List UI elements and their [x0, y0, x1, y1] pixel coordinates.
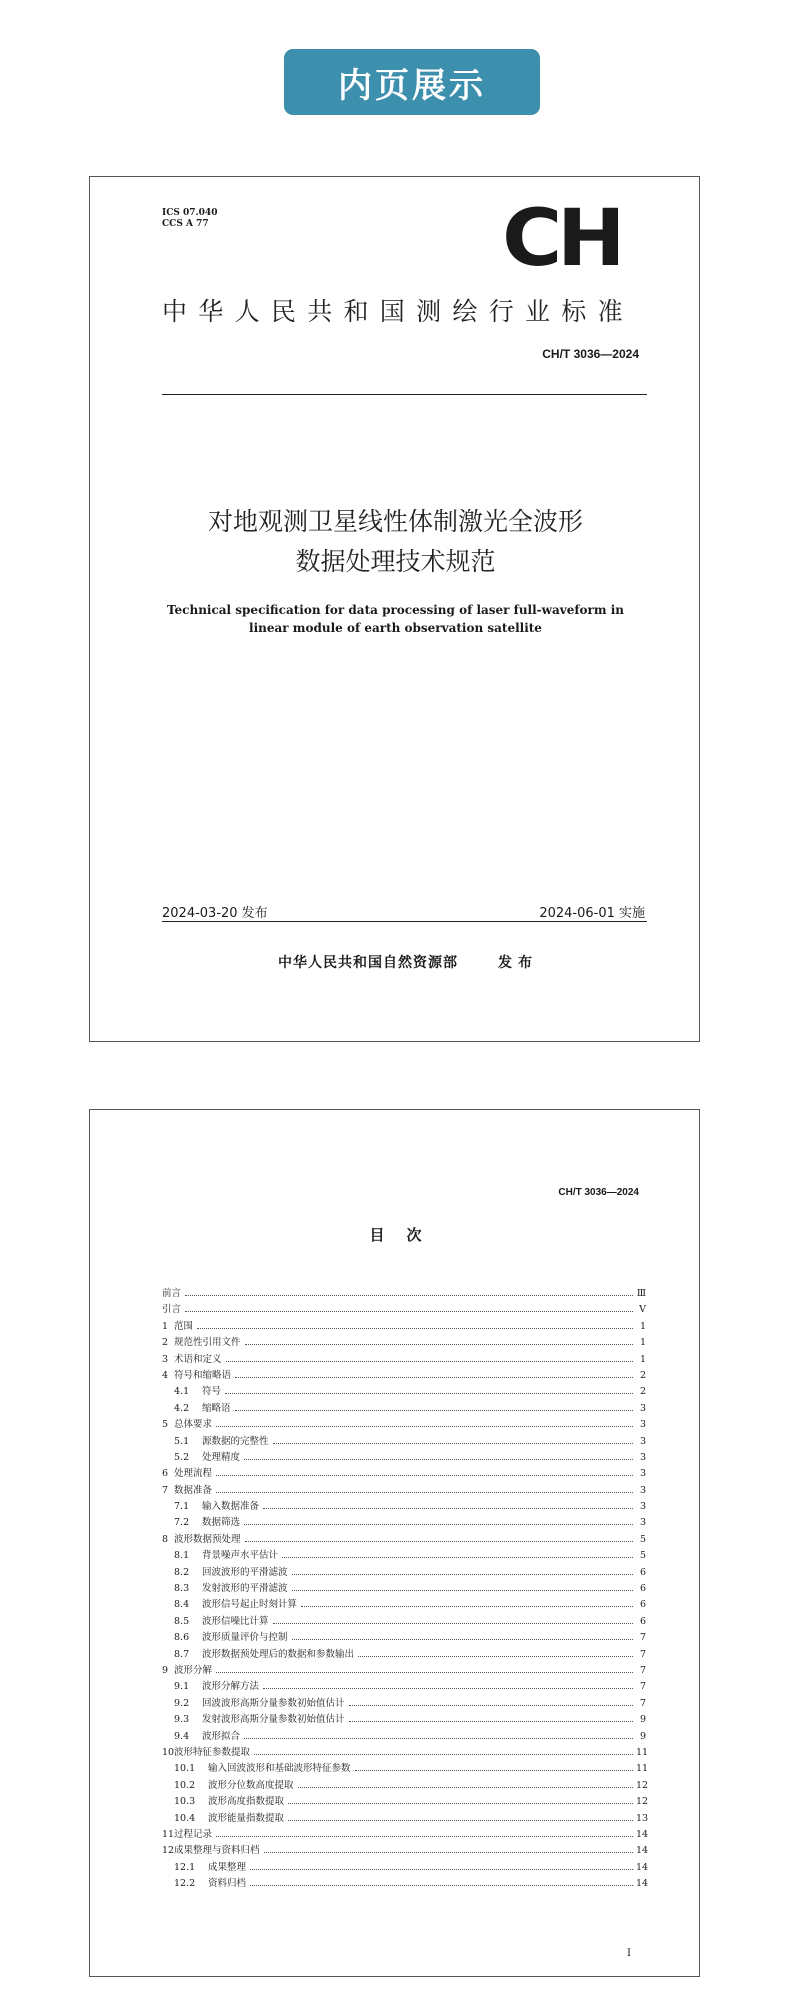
toc-entry-page: 7	[639, 1632, 646, 1644]
toc-leader-dots	[226, 1361, 633, 1362]
toc-entry[interactable]	[162, 1663, 646, 1679]
toc-entry-number: 8.1	[174, 1550, 190, 1562]
issue-word: 发布	[498, 955, 538, 971]
toc-entry-number: 9.2	[174, 1697, 190, 1709]
toc-leader-dots	[273, 1443, 633, 1444]
toc-entry-label: 规范性引用文件	[174, 1337, 241, 1349]
toc-entry-page: 7	[639, 1697, 646, 1709]
toc-leader-dots	[288, 1820, 633, 1821]
issuer: 中华人民共和国自然资源部	[278, 955, 458, 971]
toc-entry-label: 输入回波波形和基础波形特征参数	[208, 1763, 351, 1775]
toc-leader-dots	[235, 1377, 633, 1378]
toc-entry-page: 3	[639, 1501, 646, 1513]
ics-code: ICS 07.040	[162, 208, 218, 218]
toc-entry[interactable]	[162, 1417, 646, 1433]
page-number: I	[627, 1948, 631, 1959]
toc-entry[interactable]	[162, 1761, 649, 1777]
toc-leader-dots	[235, 1410, 633, 1411]
standard-type: 中华人民共和国测绘行业标准	[162, 297, 634, 326]
section-banner: 内页展示	[284, 49, 540, 115]
toc-leader-dots	[225, 1393, 633, 1394]
toc-entry-number: 1	[162, 1320, 169, 1332]
toc-entry-label: 术语和定义	[174, 1353, 222, 1365]
toc-entry-number: 5	[162, 1419, 169, 1431]
toc-entry[interactable]	[162, 1286, 646, 1302]
toc-entry-number: 12.1	[174, 1861, 196, 1873]
toc-entry-number: 6	[162, 1468, 169, 1480]
toc-entry-number: 2	[162, 1337, 169, 1349]
toc-leader-dots	[349, 1721, 633, 1722]
standard-number: CH/T 3036—2024	[542, 347, 639, 361]
toc-entry[interactable]	[162, 1368, 646, 1384]
toc-entry[interactable]	[162, 1647, 646, 1663]
toc-entry-number: 10.3	[174, 1796, 196, 1808]
toc-entry-label: 回波波形高斯分量参数初始值估计	[202, 1697, 345, 1709]
toc-entry-number: 12	[162, 1845, 175, 1857]
toc-entry-label: 发射波形的平滑滤波	[202, 1583, 288, 1595]
toc-entry-label: 成果整理	[208, 1861, 247, 1873]
toc-entry-page: 6	[639, 1615, 646, 1627]
toc-entry-number: 10.4	[174, 1812, 196, 1824]
toc-entry-number: 5.1	[174, 1435, 190, 1447]
toc-leader-dots	[288, 1803, 633, 1804]
toc-entry-label: 输入数据准备	[202, 1501, 260, 1513]
toc-entry-page: 2	[639, 1386, 646, 1398]
toc-leader-dots	[301, 1606, 633, 1607]
toc-leader-dots	[185, 1295, 633, 1296]
toc-leader-dots	[185, 1311, 633, 1312]
toc-leader-dots	[197, 1328, 633, 1329]
toc-leader-dots	[273, 1623, 633, 1624]
toc-leader-dots	[245, 1344, 633, 1345]
toc-entry-label: 范围	[174, 1320, 194, 1332]
title-cn-line2: 数据处理技术规范	[295, 547, 496, 576]
implement-date: 2024-06-01 实施	[539, 906, 645, 921]
toc-entry[interactable]	[162, 1597, 646, 1613]
toc-entry-number: 9.3	[174, 1714, 190, 1726]
toc-entry-label: 总体要求	[174, 1419, 213, 1431]
toc-leader-dots	[216, 1492, 633, 1493]
toc-leader-dots	[244, 1459, 633, 1460]
toc-entry[interactable]	[162, 1483, 646, 1499]
toc-leader-dots	[292, 1574, 633, 1575]
toc-entry-page: 6	[639, 1599, 646, 1611]
toc-entry-page: 14	[636, 1861, 649, 1873]
toc-entry-number: 4.2	[174, 1402, 190, 1414]
toc-entry-label: 成果整理与资料归档	[174, 1845, 260, 1857]
toc-entry-page: 5	[639, 1550, 646, 1562]
toc-entry-label: 波形拟合	[202, 1730, 241, 1742]
toc-entry-label: 波形数据预处理后的数据和参数输出	[202, 1648, 355, 1660]
toc-entry-label: 波形高度指数提取	[208, 1796, 285, 1808]
toc-entry-number: 7	[162, 1484, 169, 1496]
toc-leader-dots	[216, 1836, 633, 1837]
toc-entry-label: 波形特征参数提取	[174, 1746, 251, 1758]
toc-leader-dots	[292, 1590, 633, 1591]
toc-entry[interactable]	[162, 1466, 646, 1482]
toc-entry-number: 8.5	[174, 1615, 190, 1627]
toc-entry-page: 14	[636, 1828, 649, 1840]
toc-leader-dots	[358, 1656, 633, 1657]
toc-entry-number: 11	[162, 1828, 175, 1840]
toc-leader-dots	[245, 1541, 633, 1542]
toc-entry[interactable]	[162, 1745, 649, 1761]
toc-entry[interactable]	[162, 1729, 646, 1745]
toc-entry[interactable]	[162, 1532, 646, 1548]
toc-entry[interactable]	[162, 1679, 646, 1695]
toc-entry-label: 波形质量评价与控制	[202, 1632, 288, 1644]
toc-entry-page: 3	[639, 1484, 646, 1496]
toc-entry-label: 符号和缩略语	[174, 1369, 232, 1381]
toc-entry-page: Ⅲ	[636, 1288, 646, 1299]
classification-codes	[162, 208, 217, 230]
toc-entry[interactable]	[162, 1450, 646, 1466]
toc-entry-page: Ⅴ	[639, 1304, 646, 1316]
toc-entry[interactable]	[162, 1696, 646, 1712]
toc-entry[interactable]	[162, 1335, 646, 1351]
toc-entry-label: 处理流程	[174, 1468, 213, 1480]
toc-entry-label: 波形数据预处理	[174, 1533, 241, 1545]
toc-entry-label: 处理精度	[202, 1451, 241, 1463]
toc-leader-dots	[282, 1557, 633, 1558]
toc-entry[interactable]	[162, 1860, 649, 1876]
toc-leader-dots	[244, 1738, 633, 1739]
toc-entry-label: 波形分解	[174, 1664, 213, 1676]
toc-entry[interactable]	[162, 1712, 646, 1728]
publish-date: 2024-03-20 发布	[162, 906, 268, 921]
toc-entry[interactable]	[162, 1630, 646, 1646]
toc-entry[interactable]	[162, 1843, 649, 1859]
toc-entry-number: 4	[162, 1369, 169, 1381]
toc-entry[interactable]	[162, 1319, 646, 1335]
toc-entry-label: 波形信号起止时刻计算	[202, 1599, 298, 1611]
toc-entry-label: 源数据的完整性	[202, 1435, 269, 1447]
toc-leader-dots	[298, 1787, 633, 1788]
toc-entry-page: 13	[636, 1812, 649, 1824]
ch-logo: CH	[502, 194, 621, 284]
toc-entry[interactable]	[162, 1515, 646, 1531]
toc-entry-page: 9	[639, 1730, 646, 1742]
toc-entry-page: 1	[639, 1320, 646, 1332]
toc-entry-page: 1	[639, 1353, 646, 1365]
title-english	[110, 601, 681, 637]
toc-entry[interactable]	[162, 1565, 646, 1581]
toc-entry[interactable]	[162, 1499, 646, 1515]
toc-leader-dots	[216, 1426, 633, 1427]
toc-leader-dots	[349, 1705, 633, 1706]
toc-entry-label: 波形分解方法	[202, 1681, 260, 1693]
toc-entry[interactable]	[162, 1811, 649, 1827]
toc-entry-page: 1	[639, 1337, 646, 1349]
toc-entry-label: 波形能量指数提取	[208, 1812, 285, 1824]
toc-entry-label: 资料归档	[208, 1878, 247, 1890]
toc-entry-label: 回波波形的平滑滤波	[202, 1566, 288, 1578]
toc-entry-number: 7.1	[174, 1501, 190, 1513]
toc-entry-number: 9	[162, 1664, 169, 1676]
toc-leader-dots	[264, 1852, 633, 1853]
toc-entry-page: 3	[639, 1402, 646, 1414]
toc-entry-number: 8.2	[174, 1566, 190, 1578]
toc-entry-label: 过程记录	[174, 1828, 213, 1840]
toc-entry-number: 5.2	[174, 1451, 190, 1463]
toc-entry-page: 12	[636, 1779, 649, 1791]
toc-entry[interactable]	[162, 1401, 646, 1417]
title-en-line1: Technical specification for data processing of laser full-waveform in	[166, 603, 625, 617]
toc-entry-label: 引言	[162, 1304, 182, 1316]
toc-entry-page: 14	[636, 1845, 649, 1857]
toc-leader-dots	[244, 1524, 633, 1525]
toc-entry-page: 3	[639, 1517, 646, 1529]
title-en-line2: linear module of earth observation satellite	[249, 621, 542, 635]
toc-entry-label: 发射波形高斯分量参数初始值估计	[202, 1714, 345, 1726]
toc-entry[interactable]	[162, 1302, 646, 1318]
toc-entry[interactable]	[162, 1876, 649, 1892]
ccs-code: CCS A 77	[162, 219, 209, 229]
toc-entry-page: 2	[639, 1369, 646, 1381]
title-chinese	[110, 502, 681, 582]
toc-entry[interactable]	[162, 1614, 646, 1630]
toc-entry-number: 8.4	[174, 1599, 190, 1611]
toc-entry-label: 数据准备	[174, 1484, 213, 1496]
toc-entry-page: 3	[639, 1435, 646, 1447]
toc-entry-number: 7.2	[174, 1517, 190, 1529]
toc-entry-page: 7	[639, 1648, 646, 1660]
toc-entry-number: 8.3	[174, 1583, 190, 1595]
toc-entry-label: 符号	[202, 1386, 222, 1398]
toc-entry-page: 11	[636, 1763, 649, 1775]
toc-entry-number: 8	[162, 1533, 169, 1545]
toc-entry-page: 7	[639, 1681, 646, 1693]
toc-entry-number: 3	[162, 1353, 169, 1365]
toc-entry-page: 3	[639, 1468, 646, 1480]
toc-entry[interactable]	[162, 1778, 649, 1794]
toc-entry-number: 10.1	[174, 1763, 196, 1775]
toc-leader-dots	[254, 1754, 633, 1755]
toc-leader-dots	[292, 1639, 633, 1640]
toc-entry-page: 7	[639, 1664, 646, 1676]
toc-page	[89, 1109, 700, 1977]
toc-entry-page: 5	[639, 1533, 646, 1545]
toc-entry[interactable]	[162, 1581, 646, 1597]
toc-entry-page: 11	[636, 1746, 649, 1758]
toc-leader-dots	[355, 1770, 633, 1771]
toc-entry-label: 前言	[162, 1288, 182, 1299]
toc-leader-dots	[250, 1885, 633, 1886]
toc-leader-dots	[250, 1869, 633, 1870]
toc-entry-page: 3	[639, 1419, 646, 1431]
toc-entry[interactable]	[162, 1827, 649, 1843]
toc-leader-dots	[216, 1475, 633, 1476]
toc-entry-page: 9	[639, 1714, 646, 1726]
bottom-divider	[162, 921, 647, 922]
toc-entry[interactable]	[162, 1794, 649, 1810]
toc-entry-page: 3	[639, 1451, 646, 1463]
standard-number: CH/T 3036—2024	[558, 1187, 639, 1198]
toc-list	[162, 1286, 649, 1892]
toc-entry-number: 4.1	[174, 1386, 190, 1398]
toc-entry-label: 数据筛选	[202, 1517, 241, 1529]
toc-entry-number: 8.7	[174, 1648, 190, 1660]
title-cn-line1: 对地观测卫星线性体制激光全波形	[207, 507, 583, 536]
toc-entry[interactable]	[162, 1384, 646, 1400]
top-divider	[162, 394, 647, 395]
toc-entry-number: 9.4	[174, 1730, 190, 1742]
toc-entry-label: 波形信噪比计算	[202, 1615, 269, 1627]
toc-entry-label: 背景噪声水平估计	[202, 1550, 279, 1562]
toc-entry[interactable]	[162, 1434, 646, 1450]
toc-entry-number: 10	[162, 1746, 175, 1758]
toc-entry-label: 缩略语	[202, 1402, 231, 1414]
toc-entry-number: 8.6	[174, 1632, 190, 1644]
toc-entry-page: 6	[639, 1566, 646, 1578]
toc-entry[interactable]	[162, 1548, 646, 1564]
toc-entry-number: 10.2	[174, 1779, 196, 1791]
toc-leader-dots	[216, 1672, 633, 1673]
toc-entry-page: 12	[636, 1796, 649, 1808]
toc-entry-label: 波形分位数高度提取	[208, 1779, 294, 1791]
toc-leader-dots	[263, 1508, 633, 1509]
toc-entry-page: 14	[636, 1878, 649, 1890]
cover-page	[89, 176, 700, 1042]
toc-title: 目次	[369, 1226, 444, 1244]
toc-entry-number: 12.2	[174, 1878, 196, 1890]
toc-entry-number: 9.1	[174, 1681, 190, 1693]
toc-entry[interactable]	[162, 1352, 646, 1368]
toc-leader-dots	[263, 1688, 633, 1689]
toc-entry-page: 6	[639, 1583, 646, 1595]
